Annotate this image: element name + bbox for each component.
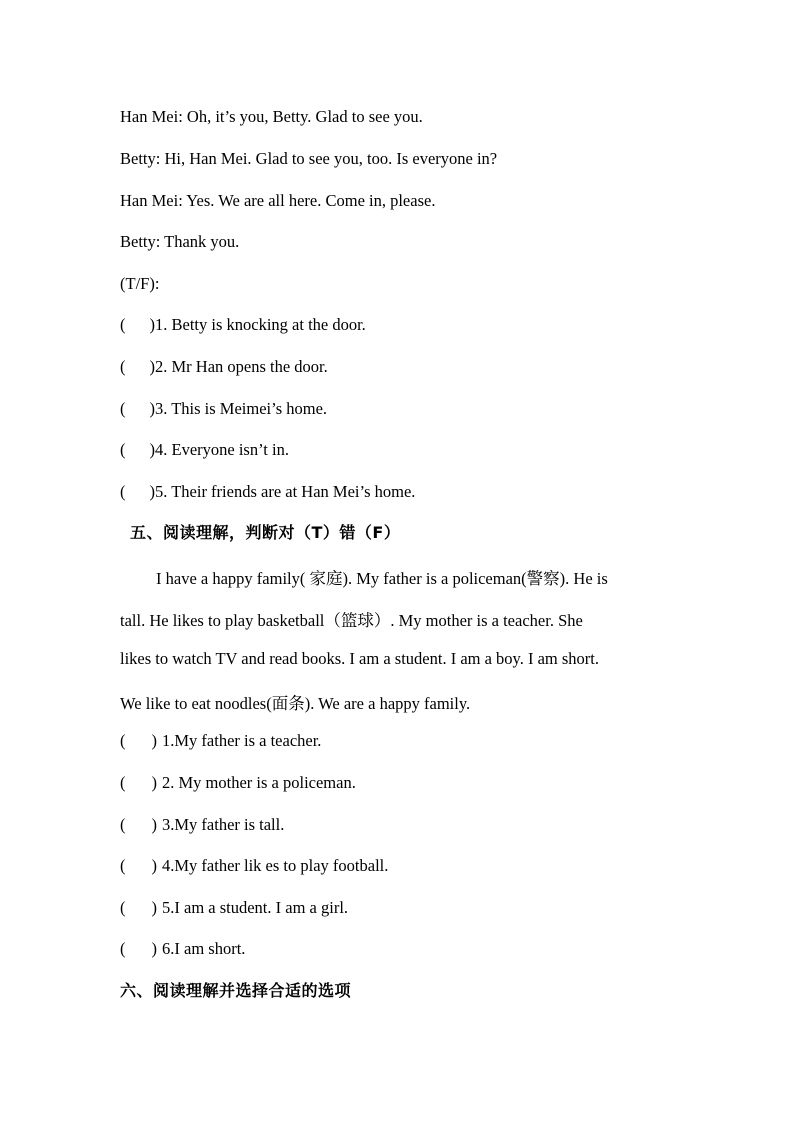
passage-line-3: likes to watch TV and read books. I am a student. I am a boy. I am short.: [120, 649, 599, 668]
s5-question-6: [120, 939, 245, 959]
question-text: 5.I am a student. I am a girl.: [162, 898, 349, 917]
answer-close-paren: ): [151, 939, 157, 958]
answer-open-paren: (: [120, 731, 126, 750]
question-text: 3. This is Meimei’s home.: [155, 399, 328, 418]
question-text: 6.I am short.: [162, 939, 246, 958]
answer-close-paren: ): [149, 357, 155, 376]
s5-question-2: [120, 773, 356, 793]
dialogue-line-4: Betty: Thank you.: [120, 232, 240, 251]
answer-open-paren: (: [120, 399, 126, 418]
passage-line-1: I have a happy family( 家庭). My father is a policeman(警察). He is: [156, 569, 608, 588]
answer-close-paren: ): [151, 731, 157, 750]
dialogue-line-1: Han Mei: Oh, it’s you, Betty. Glad to see you.: [120, 107, 423, 126]
tf-question-4: [120, 440, 289, 460]
question-text: 1. Betty is knocking at the door.: [155, 315, 366, 334]
answer-open-paren: (: [120, 357, 126, 376]
answer-open-paren: (: [120, 939, 126, 958]
dialogue-line-3: Han Mei: Yes. We are all here. Come in, please.: [120, 191, 436, 210]
passage-line-4: We like to eat noodles(面条). We are a happy family.: [120, 694, 471, 713]
s5-question-5: [120, 898, 348, 918]
answer-open-paren: (: [120, 773, 126, 792]
answer-close-paren: ): [149, 399, 155, 418]
answer-open-paren: (: [120, 440, 126, 459]
tf-question-3: [120, 399, 327, 419]
dialogue-line-2: Betty: Hi, Han Mei. Glad to see you, too. Is everyone in?: [120, 149, 498, 168]
answer-open-paren: (: [120, 856, 126, 875]
question-text: 2. Mr Han opens the door.: [155, 357, 328, 376]
answer-open-paren: (: [120, 482, 126, 501]
answer-close-paren: ): [151, 815, 157, 834]
tf-label: (T/F):: [120, 274, 160, 293]
tf-question-2: [120, 357, 328, 377]
question-text: 4. Everyone isn’t in.: [155, 440, 289, 459]
answer-close-paren: ): [149, 482, 155, 501]
s5-question-4: [120, 856, 388, 876]
answer-open-paren: (: [120, 315, 126, 334]
question-text: 1.My father is a teacher.: [162, 731, 322, 750]
tf-question-5: [120, 482, 415, 502]
section-5-heading: 五、阅读理解，判断对（T）错（F）: [130, 523, 401, 542]
passage-line-2: tall. He likes to play basketball（篮球）. My mother is a teacher. She: [120, 611, 583, 630]
question-text: 4.My father lik es to play football.: [162, 856, 389, 875]
tf-question-1: [120, 315, 366, 335]
answer-close-paren: ): [151, 856, 157, 875]
s5-question-1: [120, 731, 321, 751]
question-text: 3.My father is tall.: [162, 815, 285, 834]
answer-close-paren: ): [151, 898, 157, 917]
section-6-heading: 六、阅读理解并选择合适的选项: [120, 981, 352, 1000]
s5-question-3: [120, 815, 284, 835]
answer-close-paren: ): [149, 440, 155, 459]
answer-open-paren: (: [120, 898, 126, 917]
answer-close-paren: ): [151, 773, 157, 792]
answer-open-paren: (: [120, 815, 126, 834]
answer-close-paren: ): [149, 315, 155, 334]
question-text: 5. Their friends are at Han Mei’s home.: [155, 482, 416, 501]
question-text: 2. My mother is a policeman.: [162, 773, 356, 792]
